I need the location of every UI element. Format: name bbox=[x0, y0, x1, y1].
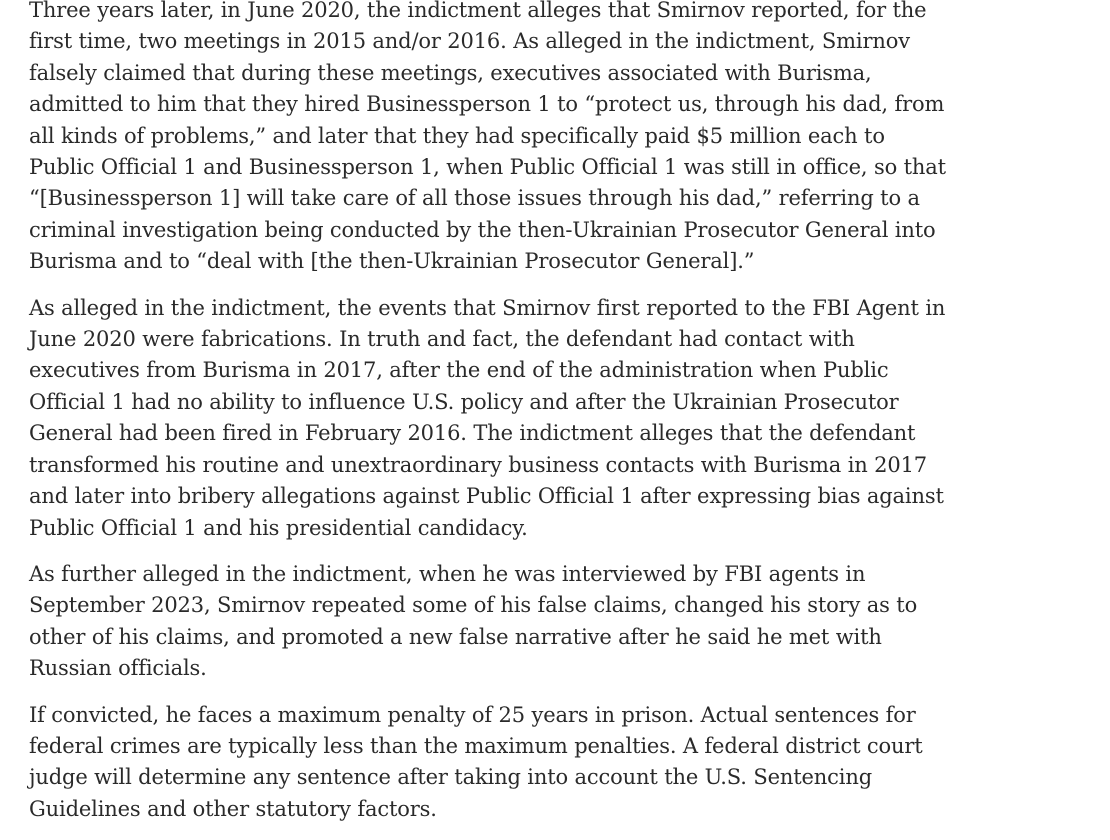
paragraph-penalty bbox=[29, 700, 923, 826]
text-line: federal crimes are typically less than the maximum penalties. A federal district court bbox=[29, 733, 923, 758]
text-line: “[Businessperson 1] will take care of all those issues through his dad,” referring to a bbox=[29, 186, 920, 211]
text-line: Public Official 1 and Businessperson 1, when Public Official 1 was still in office, so that bbox=[29, 155, 946, 180]
text-line: Public Official 1 and his presidential candidacy. bbox=[29, 515, 528, 540]
text-line: Burisma and to “deal with [the then-Ukrainian Prosecutor General].” bbox=[29, 249, 755, 274]
text-line: judge will determine any sentence after taking into account the U.S. Sentencing bbox=[29, 765, 873, 790]
paragraph-fabrications bbox=[29, 293, 946, 544]
text-line: Russian officials. bbox=[29, 656, 207, 681]
text-line: September 2023, Smirnov repeated some of his false claims, changed his story as to bbox=[29, 593, 918, 618]
text-line: transformed his routine and unextraordinary business contacts with Burisma in 2017 bbox=[29, 452, 928, 477]
text-line: If convicted, he faces a maximum penalty of 25 years in prison. Actual sentences for bbox=[29, 702, 916, 727]
text-line: first time, two meetings in 2015 and/or 2016. As alleged in the indictment, Smirnov bbox=[29, 29, 910, 54]
text-line: General had been fired in February 2016. The indictment alleges that the defendant bbox=[29, 421, 916, 446]
text-line: criminal investigation being conducted by the then-Ukrainian Prosecutor General into bbox=[29, 217, 936, 242]
text-line: June 2020 were fabrications. In truth and fact, the defendant had contact with bbox=[29, 327, 855, 352]
text-line: falsely claimed that during these meetings, executives associated with Burisma, bbox=[29, 60, 872, 85]
text-line: all kinds of problems,” and later that they had specifically paid $5 million each to bbox=[29, 123, 885, 148]
paragraph-fbi-interview bbox=[29, 559, 918, 685]
text-line: As alleged in the indictment, the events that Smirnov first reported to the FBI Agent in bbox=[29, 295, 946, 320]
text-line: Official 1 had no ability to influence U.S. policy and after the Ukrainian Prosecutor bbox=[29, 389, 899, 414]
text-line: admitted to him that they hired Businessperson 1 to “protect us, through his dad, from bbox=[29, 92, 945, 117]
text-line: Guidelines and other statutory factors. bbox=[29, 796, 437, 821]
text-line: and later into bribery allegations against Public Official 1 after expressing bias against bbox=[29, 484, 944, 509]
paragraph-first-report bbox=[29, 0, 946, 278]
article-body bbox=[29, 0, 946, 840]
text-line: Three years later, in June 2020, the indictment alleges that Smirnov reported, for the bbox=[29, 0, 927, 22]
text-line: executives from Burisma in 2017, after the end of the administration when Public bbox=[29, 358, 889, 383]
text-line: other of his claims, and promoted a new false narrative after he said he met with bbox=[29, 624, 882, 649]
text-line: As further alleged in the indictment, when he was interviewed by FBI agents in bbox=[29, 561, 866, 586]
